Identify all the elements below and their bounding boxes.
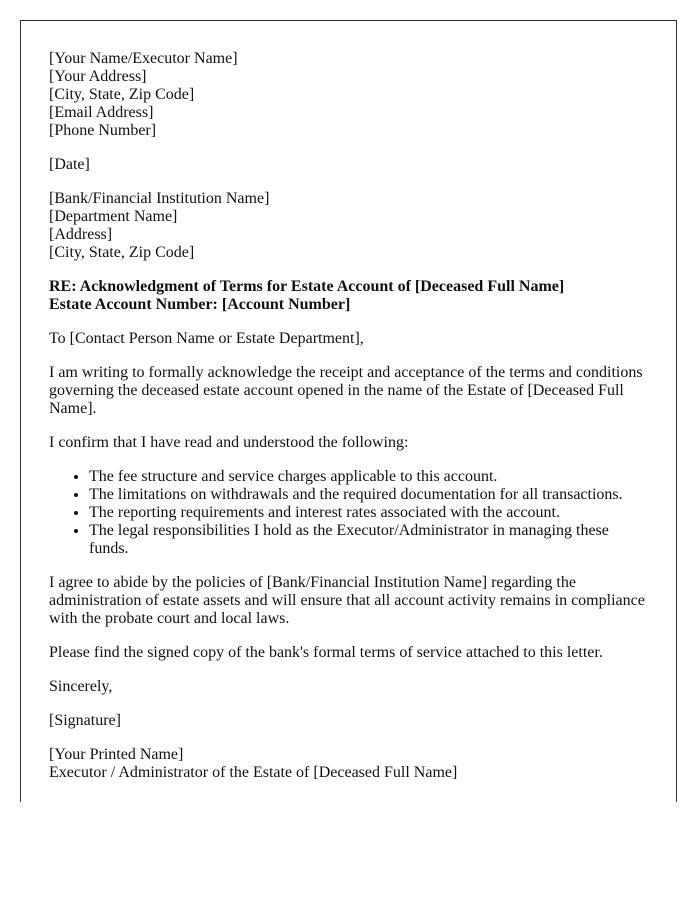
terms-list — [49, 468, 648, 558]
recipient-bank: [Bank/Financial Institution Name] — [49, 190, 270, 207]
sender-email: [Email Address] — [49, 104, 154, 121]
signer-block — [49, 746, 648, 782]
paragraph-attachment: Please find the signed copy of the bank's formal terms of service attached to this letter. — [49, 644, 603, 661]
salutation: To [Contact Person Name or Estate Department], — [49, 330, 364, 347]
list-item: • The limitations on withdrawals and the required documentation for all transactions. — [89, 486, 648, 504]
recipient-block — [49, 190, 648, 262]
paragraph-agreement: I agree to abide by the policies of [Bank/Financial Institution Name] regarding the administration of estate assets and will ensure that all account activity remains in compliance with the probate court and local laws. — [49, 574, 645, 627]
list-item: • The legal responsibilities I hold as the Executor/Administrator in managing these funds. — [89, 522, 648, 558]
subject-line: RE: Acknowledgment of Terms for Estate Account of [Deceased Full Name] — [49, 278, 565, 295]
sender-name: [Your Name/Executor Name] — [49, 50, 238, 67]
list-item: • The reporting requirements and interest rates associated with the account. — [89, 504, 648, 522]
letter-page — [20, 20, 677, 802]
sender-phone: [Phone Number] — [49, 122, 157, 139]
recipient-address: [Address] — [49, 226, 113, 243]
sender-block — [49, 50, 648, 140]
recipient-department: [Department Name] — [49, 208, 178, 225]
signer-title: Executor / Administrator of the Estate of [Deceased Full Name] — [49, 764, 458, 781]
closing: Sincerely, — [49, 678, 113, 695]
subject-block — [49, 278, 648, 314]
sender-city: [City, State, Zip Code] — [49, 86, 195, 103]
list-item: • The fee structure and service charges applicable to this account. — [89, 468, 648, 486]
recipient-city: [City, State, Zip Code] — [49, 244, 195, 261]
sender-address: [Your Address] — [49, 68, 147, 85]
paragraph-confirm: I confirm that I have read and understood the following: — [49, 434, 409, 451]
date: [Date] — [49, 156, 90, 173]
account-number-line: Estate Account Number: [Account Number] — [49, 296, 351, 313]
signature: [Signature] — [49, 712, 121, 729]
printed-name: [Your Printed Name] — [49, 746, 184, 763]
paragraph-acknowledgment: I am writing to formally acknowledge the receipt and acceptance of the terms and conditions governing the deceased estate account opened in the name of the Estate of [Deceased Full Name]. — [49, 364, 643, 417]
